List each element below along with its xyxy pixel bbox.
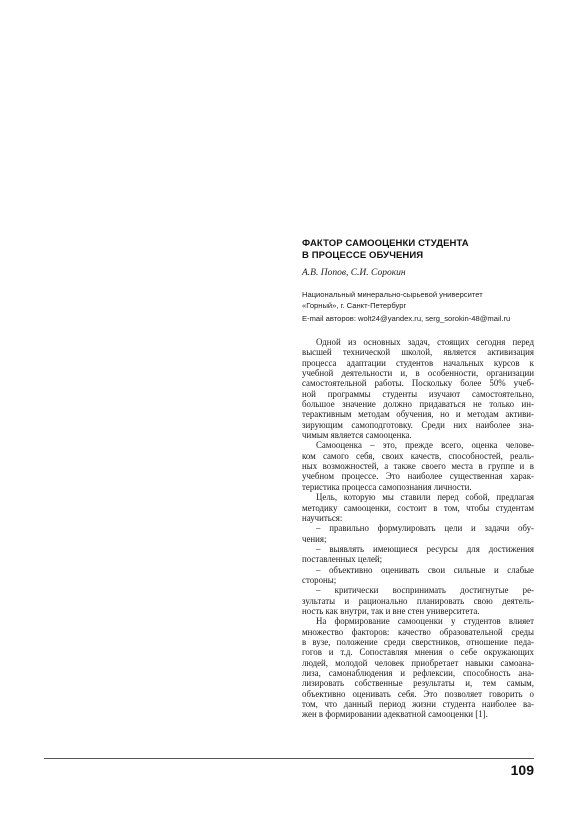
body-line: множество факторов: качество образовательной среды [302, 626, 534, 637]
body-line: лизировать собственные результаты и, тем самым, [302, 678, 534, 689]
body-line: высшей технической школой, является активизация [302, 347, 534, 358]
body-line: учебной деятельности и, в особенности, организации [302, 368, 534, 379]
title-line: В ПРОЦЕССЕ ОБУЧЕНИЯ [302, 249, 424, 261]
body-line: самостоятельной работы. Поскольку более 50% учеб- [302, 378, 534, 389]
body-line: – выявлять имеющиеся ресурсы для достижения [316, 543, 534, 554]
article-body [302, 337, 534, 720]
footer-divider [44, 758, 534, 759]
body-line: теристика процесса самопознания личности. [302, 481, 472, 492]
body-line: Цель, которую мы ставили перед собой, предлагая [316, 492, 534, 503]
body-line: – критически воспринимать достигнутые ре- [316, 585, 534, 596]
author-affiliation [302, 290, 534, 311]
body-line: процесса адаптации студентов начальных курсов к [302, 357, 534, 368]
body-line: ком самого себя, своих качеств, способностей, реаль- [302, 450, 534, 461]
body-line: поставленных целей; [302, 554, 383, 565]
body-line: людей, молодой человек приобретает навыки самоана- [302, 657, 534, 668]
page-number: 109 [510, 762, 534, 778]
body-line: зультаты и рационально планировать свою деятель- [302, 595, 534, 606]
body-line: На формирование самооценки у студентов влияет [316, 616, 534, 627]
body-line: чимым является самооценка. [302, 430, 412, 441]
body-line: объективно оценивать себя. Это позволяет говорить о [302, 688, 534, 699]
body-line: зирующим самоподготовку. Среди них наиболее зна- [302, 419, 534, 430]
body-line: учебном процессе. Это наиболее существенная харак- [302, 471, 534, 482]
body-line: Одной из основных задач, стоящих сегодня перед [316, 337, 534, 347]
body-line: большое значение должно придаваться не только ин- [302, 399, 534, 410]
title-line: ФАКТОР САМООЦЕНКИ СТУДЕНТА [302, 238, 469, 249]
body-line: жен в формировании адекватной самооценки [1]. [302, 709, 488, 720]
body-line: лиза, самонаблюдения и рефлексии, способность ана- [302, 668, 534, 678]
body-line: Самооценка – это, прежде всего, оценка челове- [316, 440, 534, 451]
body-line: терактивным методам обучения, но и методам активи- [302, 409, 534, 420]
body-line: ность как внутри, так и вне стен университета. [302, 605, 480, 616]
body-line: гогов и т.д. Сопоставляя мнения о себе окружающих [302, 647, 534, 658]
body-line: чения; [302, 533, 327, 544]
affiliation-line: «Горный», г. Санкт-Петербург [302, 300, 407, 310]
body-line: ной программы студенты изучают самостоятельно, [302, 388, 534, 399]
body-line: в вузе, положение среди сверстников, отношение педа- [302, 636, 534, 647]
body-line: – правильно формулировать цели и задачи обу- [316, 523, 534, 534]
body-line: – объективно оценивать свои сильные и слабые [316, 564, 534, 575]
affiliation-line: Национальный минерально-сырьевой университет [302, 290, 483, 299]
article-title [302, 238, 534, 261]
article-authors: А.В. Попов, С.И. Сорокин [302, 268, 406, 278]
author-email: E-mail авторов: wolt24@yandex.ru, serg_sorokin-48@mail.ru [302, 314, 511, 323]
body-line: научиться: [302, 512, 343, 523]
body-line: том, что данный период жизни студента наиболее ва- [302, 699, 534, 710]
body-line: ных возможностей, а также своего места в группе и в [302, 461, 534, 472]
body-line: стороны; [302, 574, 337, 585]
body-line: методику самооценки, состоит в том, чтобы студентам [302, 502, 534, 513]
